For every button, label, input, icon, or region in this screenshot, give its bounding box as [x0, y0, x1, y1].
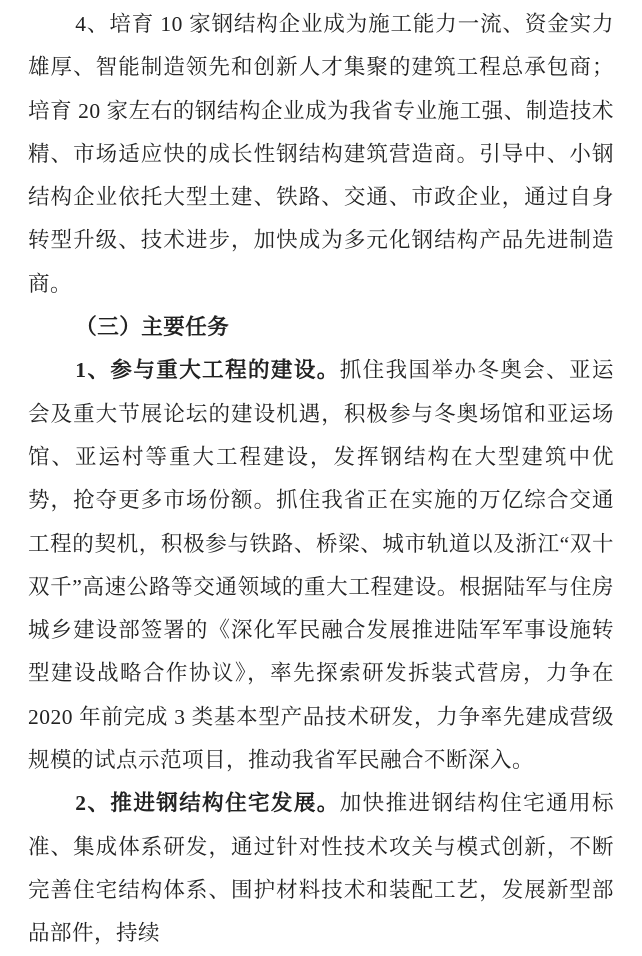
paragraph-text: 抓住我国举办冬奥会、亚运会及重大节展论坛的建设机遇，积极参与冬奥场馆和亚运场馆、亚运村等重大工程建设，发挥钢结构在大型建筑中优势，抢夺更多市场份额。抓住我省正在实施的万亿综合交通工程的契机，积极参与铁路、桥梁、城市轨道以及浙江“双十双千”高速公路等交通领域的重大工程建设。根据陆军与住房城乡建设部签署的《深化军民融合发展推进陆军军事设施转型建设战略合作协议》，率先探索研发拆装式营房，力争在 2020 年前完成 3 类基本型产品技术研发，力争率先建成营级规模的试点示范项目，推动我省军民融合不断深入。 [28, 358, 614, 773]
section-heading-text: （三）主要任务 [75, 315, 230, 340]
section-heading-main-tasks [28, 306, 614, 349]
paragraph-text: 4、培育 10 家钢结构企业成为施工能力一流、资金实力雄厚、智能制造领先和创新人才集聚的建筑工程总承包商；培育 20 家左右的钢结构企业成为我省专业施工强、制造技术精、市场适应快的成长性钢结构建筑营造商。引导中、小钢结构企业依托大型土建、铁路、交通、市政企业，通过自身转型升级、技术进步，加快成为多元化钢结构产品先进制造商。 [28, 12, 614, 296]
paragraph-text: 加快推进钢结构住宅通用标准、集成体系研发，通过针对性技术攻关与模式创新，不断完善住宅结构体系、围护材料技术和装配工艺，发展新型部品部件，持续 [28, 791, 614, 946]
paragraph-task-1 [28, 349, 614, 782]
paragraph-task-2 [28, 782, 614, 955]
paragraph-point-4 [28, 3, 614, 306]
paragraph-lead-bold: 1、参与重大工程的建设。 [75, 358, 340, 383]
paragraph-lead-bold: 2、推进钢结构住宅发展。 [75, 791, 340, 816]
